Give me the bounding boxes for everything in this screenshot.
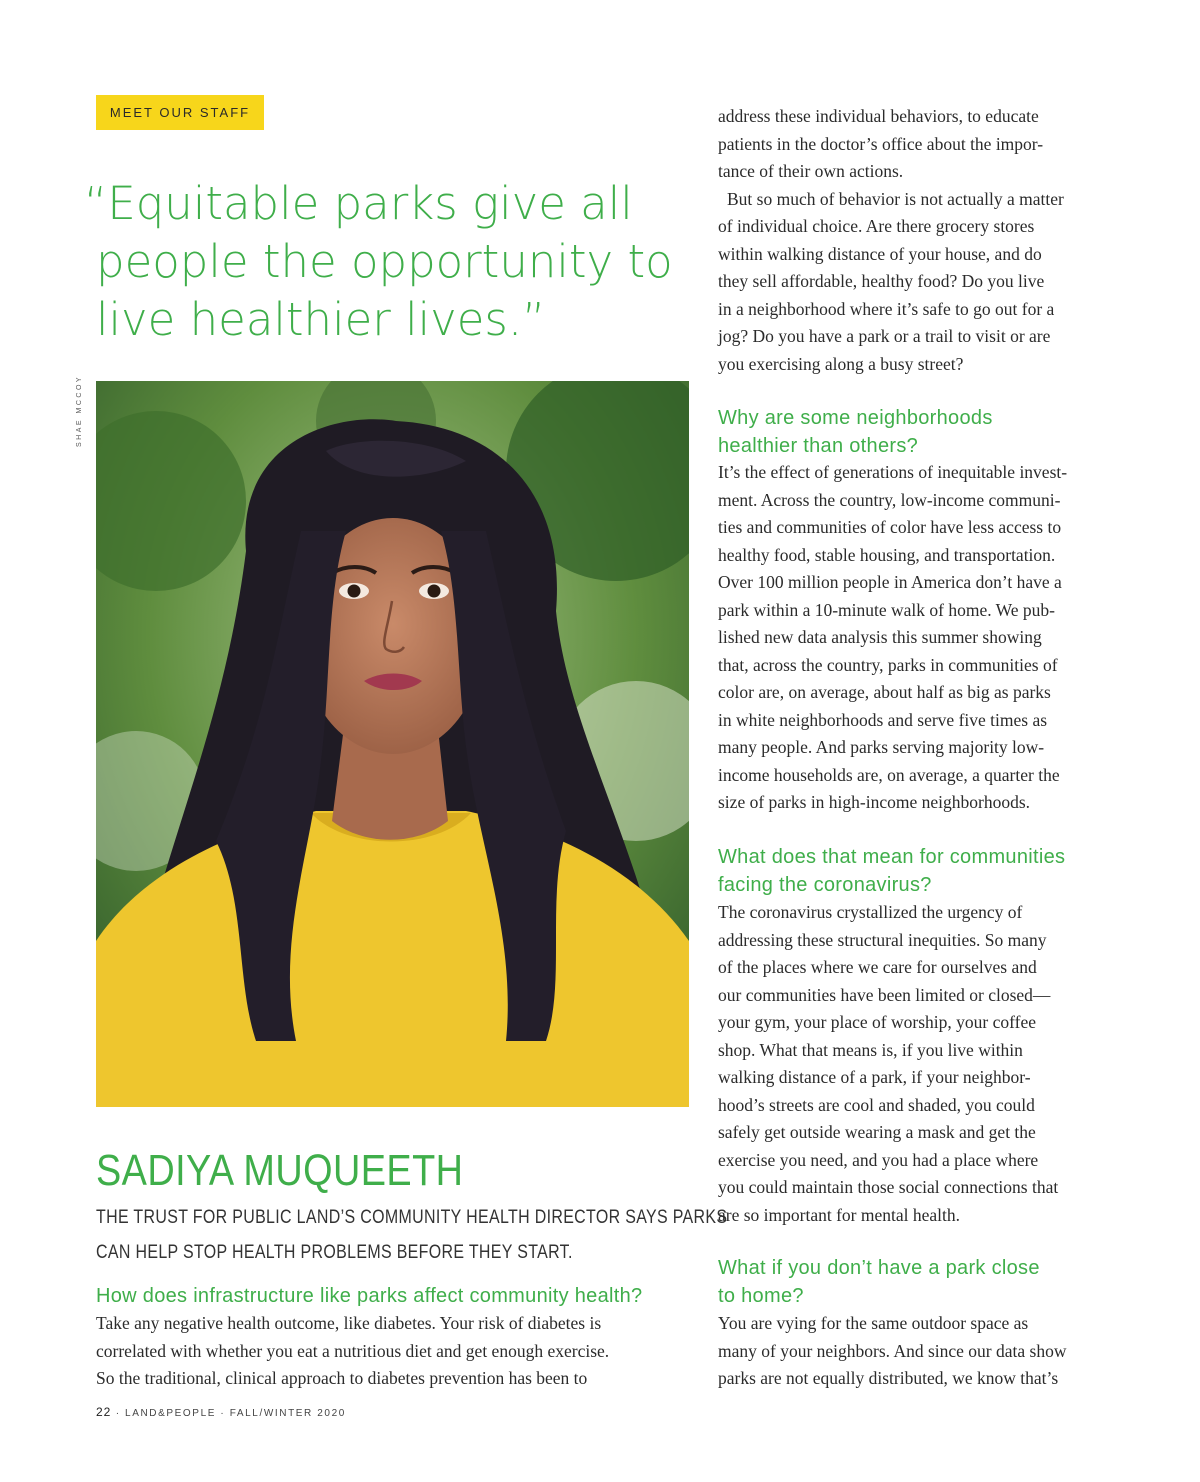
body-line: But so much of behavior is not actually a matter (727, 188, 1064, 209)
portrait-illustration (96, 381, 689, 1107)
body-line: address these individual behaviors, to educate (718, 106, 1039, 126)
body-line: So the traditional, clinical approach to diabetes prevention has been to (96, 1368, 588, 1388)
body-line: color are, on average, about half as big as parks (718, 682, 1051, 702)
page-footer (96, 1405, 346, 1419)
right-intro-text (718, 103, 1064, 378)
body-line: many people. And parks serving majority low- (718, 737, 1045, 757)
body-line: hood’s streets are cool and shaded, you could (718, 1094, 1035, 1115)
question-line: healthier than others? (718, 435, 919, 457)
page-number: 22 (96, 1405, 112, 1419)
deck-line: THE TRUST FOR PUBLIC LAND’S COMMUNITY HEALTH DIRECTOR SAYS PARKS (96, 1207, 728, 1228)
question-line: How does infrastructure like parks affect community health? (96, 1285, 643, 1307)
answer-text (718, 899, 1058, 1229)
body-line: The coronavirus crystallized the urgency of (718, 902, 1023, 922)
body-line: correlated with whether you eat a nutritious diet and get enough exercise. (96, 1340, 610, 1361)
body-line: addressing these structural inequities. So many (718, 929, 1047, 950)
body-line: Take any negative health outcome, like diabetes. Your risk of diabetes is (96, 1313, 602, 1333)
body-line: healthy food, stable housing, and transportation. (718, 544, 1056, 565)
body-line: exercise you need, and you had a place where (718, 1149, 1039, 1170)
portrait-photo (96, 381, 689, 1107)
publication-info: · LAND&PEOPLE · FALL/WINTER 2020 (111, 1408, 346, 1419)
question-line: What if you don’t have a park close (718, 1257, 1040, 1279)
body-line: tance of their own actions. (718, 161, 904, 181)
body-line: jog? Do you have a park or a trail to visit or are (718, 326, 1051, 346)
body-line: safely get outside wearing a mask and get the (718, 1122, 1036, 1142)
question-heading (718, 843, 1065, 899)
body-line: parks are not equally distributed, we know that’s (718, 1368, 1059, 1388)
question-heading (96, 1282, 642, 1310)
deck-line: CAN HELP STOP HEALTH PROBLEMS BEFORE THEY START. (96, 1242, 573, 1263)
body-line: that, across the country, parks in communities of (718, 654, 1058, 675)
body-line: they sell affordable, healthy food? Do you live (718, 271, 1045, 291)
body-line: of individual choice. Are there grocery stores (718, 216, 1035, 236)
body-line: within walking distance of your house, and do (718, 243, 1042, 264)
pull-quote-line: live healthier lives.” (96, 293, 546, 346)
body-line: ties and communities of color have less access to (718, 517, 1062, 537)
pull-quote-line: people the opportunity to (96, 235, 673, 288)
body-line: park within a 10-minute walk of home. We pub- (718, 599, 1056, 620)
question-line: Why are some neighborhoods (718, 407, 993, 429)
question-line: to home? (718, 1285, 804, 1307)
answer-text (718, 459, 1067, 817)
body-line: in white neighborhoods and serve five times as (718, 709, 1048, 730)
left-body-text (96, 1310, 609, 1393)
body-line: in a neighborhood where it’s safe to go out for a (718, 298, 1055, 319)
body-line: income households are, on average, a quarter the (718, 764, 1060, 785)
body-line: of the places where we care for ourselves and (718, 957, 1037, 977)
body-line: walking distance of a park, if your neighbor- (718, 1067, 1031, 1087)
body-line: ment. Across the country, low-income communi- (718, 489, 1061, 510)
answer-text (718, 1310, 1066, 1393)
body-line: lished new data analysis this summer showing (718, 627, 1042, 647)
section-badge: MEET OUR STAFF (96, 95, 264, 130)
body-line: are so important for mental health. (718, 1204, 961, 1225)
body-line: our communities have been limited or closed— (718, 984, 1051, 1005)
pull-quote-line: “Equitable parks give all (84, 177, 633, 230)
body-line: You are vying for the same outdoor space as (718, 1313, 1029, 1333)
deck-subtitle (96, 1200, 728, 1270)
question-heading (718, 1254, 1040, 1310)
body-line: Over 100 million people in America don’t have a (718, 572, 1062, 592)
body-line: It’s the effect of generations of inequitable invest- (718, 462, 1068, 482)
body-line: you could maintain those social connections that (718, 1177, 1059, 1197)
body-line: patients in the doctor’s office about the impor- (718, 133, 1044, 154)
question-line: facing the coronavirus? (718, 874, 932, 896)
pull-quote (84, 175, 694, 349)
staff-name: SADIYA MUQUEETH (96, 1146, 464, 1195)
body-line: many of your neighbors. And since our data show (718, 1340, 1067, 1361)
question-heading (718, 404, 993, 460)
question-line: What does that mean for communities (718, 846, 1066, 868)
body-line: your gym, your place of worship, your coffee (718, 1012, 1036, 1032)
body-line: size of parks in high-income neighborhoods. (718, 792, 1031, 812)
body-line: you exercising along a busy street? (718, 353, 964, 374)
photo-credit: SHAE MCCOY (76, 374, 83, 447)
body-line: shop. What that means is, if you live within (718, 1039, 1023, 1060)
